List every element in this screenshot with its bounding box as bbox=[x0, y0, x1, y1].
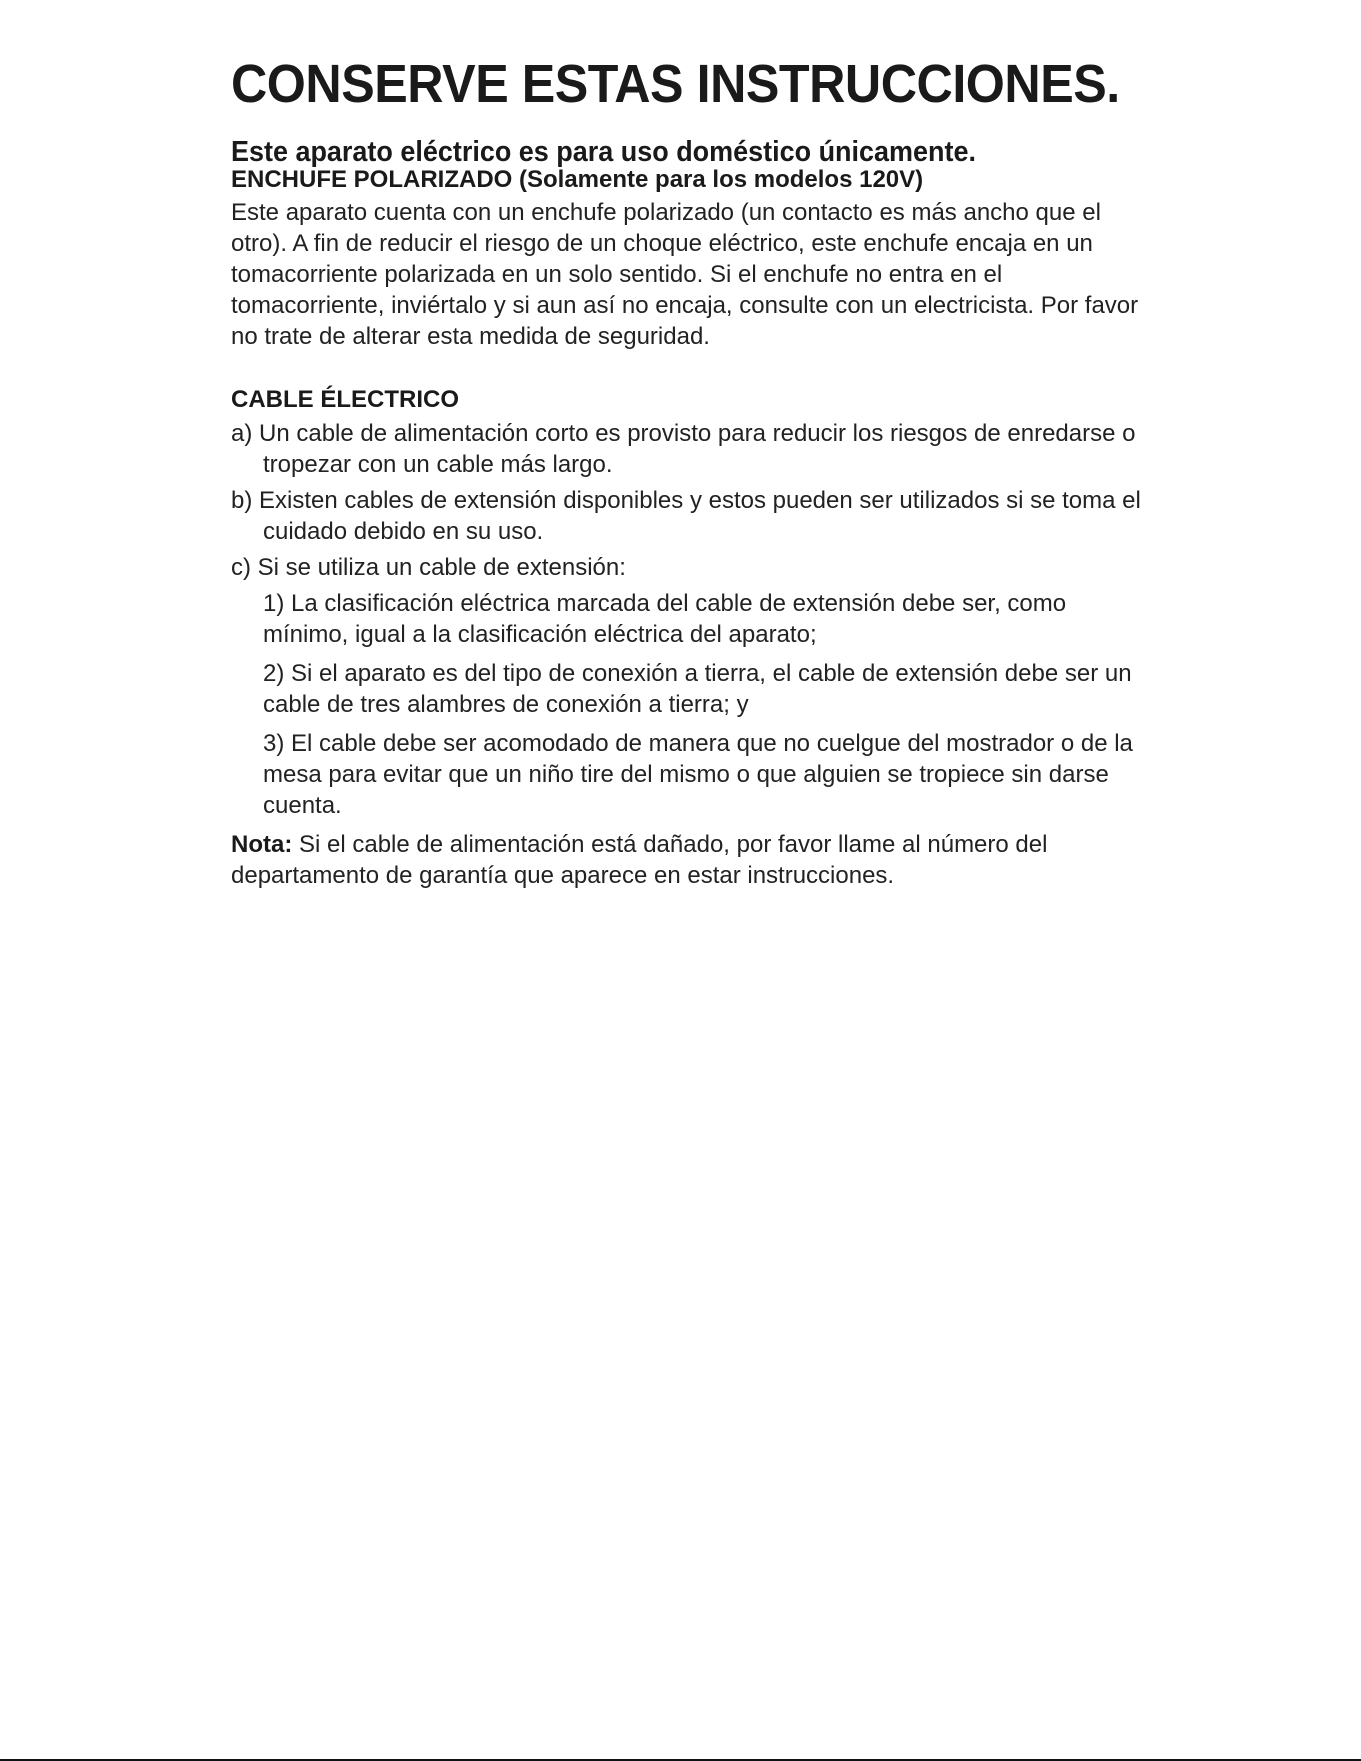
list-item: a) Un cable de alimentación corto es provisto para reducir los riesgos de enredarse o tropezar con un cable más largo. bbox=[231, 420, 1136, 478]
damaged-cord-note bbox=[231, 829, 1151, 891]
household-use-subtitle: Este aparato eléctrico es para uso doméstico únicamente. bbox=[231, 136, 976, 168]
list-item: b) Existen cables de extensión disponibles y estos pueden ser utilizados si se toma el cuidado debido en su uso. bbox=[231, 487, 1141, 545]
sublist-item: 2) Si el aparato es del tipo de conexión a tierra, el cable de extensión debe ser un cable de tres alambres de conexión a tierra; y bbox=[263, 660, 1132, 718]
page-title: CONSERVE ESTAS INSTRUCCIONES. bbox=[231, 54, 1120, 114]
power-cord-heading: CABLE ÉLECTRICO bbox=[231, 386, 459, 413]
polarized-plug-heading: ENCHUFE POLARIZADO (Solamente para los modelos 120V) bbox=[231, 166, 924, 193]
power-cord-list bbox=[231, 418, 1151, 583]
sublist-item: 1) La clasificación eléctrica marcada del cable de extensión debe ser, como mínimo, igual a la clasificación eléctrica del aparato; bbox=[263, 590, 1067, 648]
polarized-plug-text: Este aparato cuenta con un enchufe polarizado (un contacto es más ancho que el otro). A fin de reducir el riesgo de un choque eléctrico, este enchufe encaja en un tomacorriente polarizada en un solo sentido. Si el enchufe no entra en el tomacorriente, inviértalo y si aun así no encaja, consulte con un electricista. Por favor no trate de alterar esta medida de seguridad. bbox=[231, 199, 1139, 350]
extension-cord-sublist bbox=[263, 588, 1151, 821]
note-text: Si el cable de alimentación está dañado, por favor llame al número del departamento de garantía que aparece en estar instrucciones. bbox=[231, 831, 1048, 889]
note-label: Nota: bbox=[231, 831, 293, 858]
sublist-item: 3) El cable debe ser acomodado de manera que no cuelgue del mostrador o de la mesa para evitar que un niño tire del mismo o que alguien se tropiece sin darse cuenta. bbox=[263, 730, 1133, 819]
list-item: c) Si se utiliza un cable de extensión: bbox=[231, 554, 626, 581]
instruction-page bbox=[231, 52, 1151, 891]
